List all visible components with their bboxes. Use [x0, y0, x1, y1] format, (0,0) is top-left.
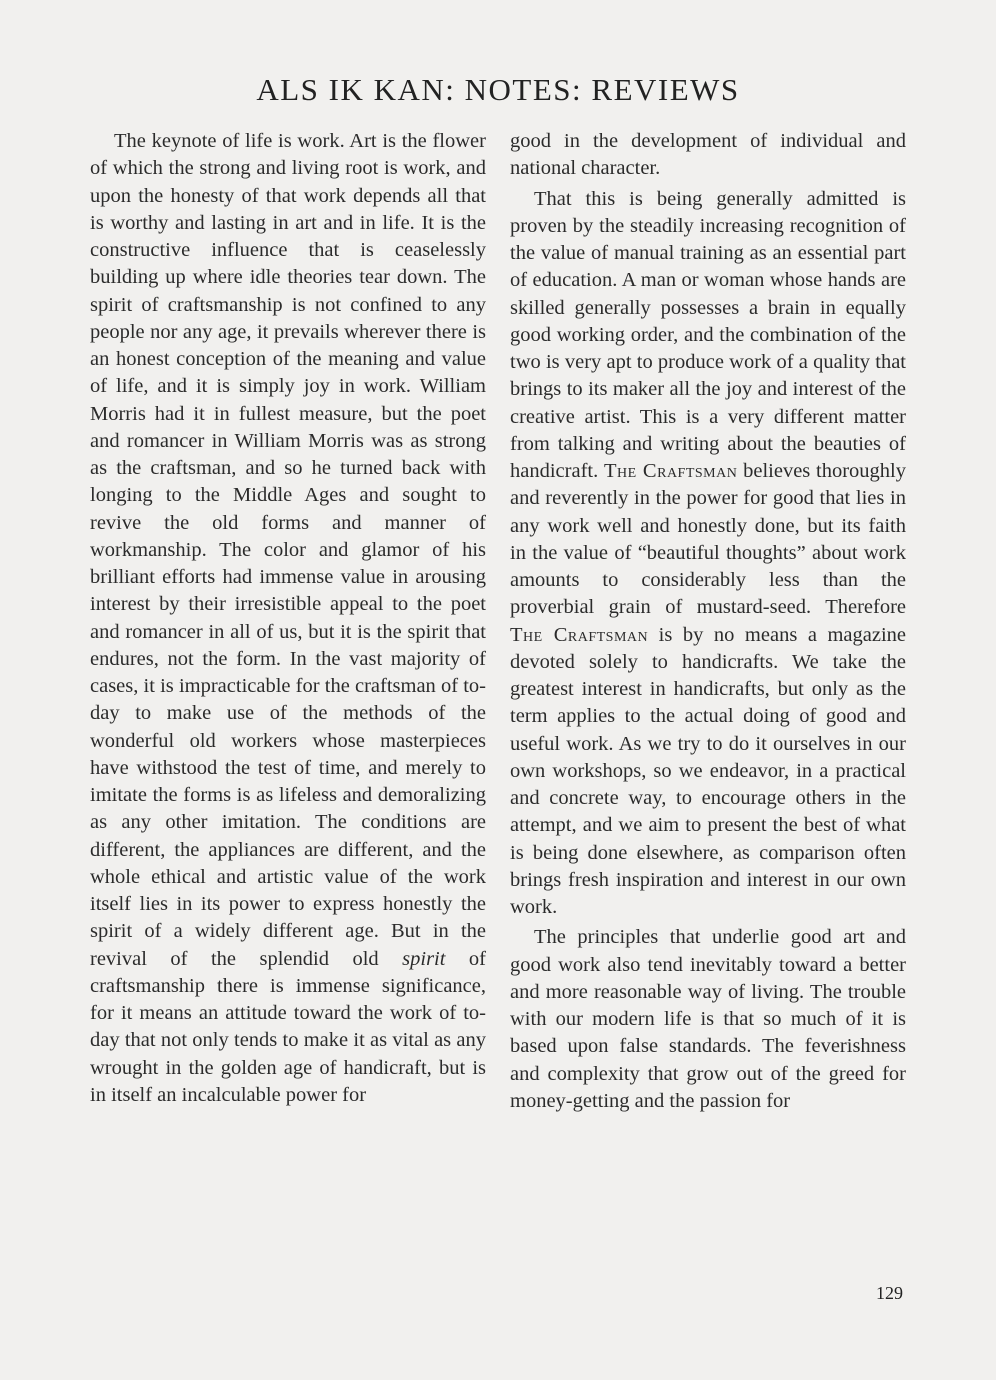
right-column	[510, 128, 906, 1115]
left-column	[90, 128, 486, 1109]
paragraph-text: of craftsmanship there is immense significance, for it means an attitude toward the work of to-day that not only tends to make it as vital as any wrought in the golden age of handicraft, but is in itself an incalculable power for	[90, 947, 487, 1106]
magazine-name: The Craftsman	[603, 460, 738, 482]
paragraph-text: The keynote of life is work. Art is the flower of which the strong and living root is work, and upon the honesty of that work depends all that is worthy and lasting in art and in life. It is the constructive influence that is ceaselessly building up where idle theories tear down. The spirit of craftsmanship is not confined to any people nor any age, it prevails wherever there is an honest conception of the meaning and value of life, and it is simply joy in work. William Morris had it in fullest measure, but the poet and romancer in William Morris was as strong as the craftsman, and so he turned back with longing to the Middle Ages and sought to revive the old forms and manner of workmanship. The color and glamor of his brilliant efforts had immense value in arousing interest by their irresistible appeal to the poet and romancer in all of us, but it is the spirit that endures, not the form. In the vast majority of cases, it is impracticable for the craftsman of to-day to make use of the methods of the wonderful old workers whose masterpieces have withstood the test of time, and merely to imitate the forms is as lifeless and demoralizing as any other imitation. The conditions are different, the appliances are different, and the whole ethical and artistic value of the work itself lies in its power to express honestly the spirit of a widely different age. But in the revival of the splendid old	[90, 130, 486, 970]
paragraph-text: is by no means a magazine devoted solely to handicrafts. We take the greatest interest in handicrafts, but only as the term applies to the actual doing of good and useful work. As we try to do it ourselves in our own workshops, so we endeavor, in a practical and concrete way, to encourage others in the attempt, and we aim to present the best of what is being done elsewhere, as comparison often brings fresh inspiration and interest in our own work.	[510, 623, 906, 918]
paragraph	[510, 186, 906, 922]
paragraph: good in the development of individual and national character.	[510, 130, 906, 180]
paragraph: The principles that underlie good art and good work also tend inevitably toward a better and more reasonable way of living. The trouble with our modern life is that so much of it is based upon false standards. The feverishness and complexity that grow out of the greed for money-getting and the passion for	[510, 926, 906, 1112]
magazine-name: The Craftsman	[510, 623, 649, 646]
paragraph	[90, 128, 486, 1109]
paragraph-text: believes thoroughly and reverently in the power for good that lies in any work well and honestly done, but its faith in the value of “beautiful thoughts” about work amounts to considerably less than the proverbial grain of mustard-seed. Therefore	[510, 460, 906, 619]
page-number: 129	[876, 1283, 903, 1303]
italic-word: spirit	[402, 947, 446, 970]
paragraph-text: That this is being generally admitted is proven by the steadily increasing recognition of the value of manual training as an essential part of education. A man or woman whose hands are skilled generally possesses a brain in equally good working order, and the combination of the two is very apt to produce work of a quality that brings to its maker all the joy and interest of the creative artist. This is a very different matter from talking and writing about the beauties of handicraft.	[510, 187, 906, 482]
page-title: ALS IK KAN: NOTES: REVIEWS	[256, 72, 740, 107]
